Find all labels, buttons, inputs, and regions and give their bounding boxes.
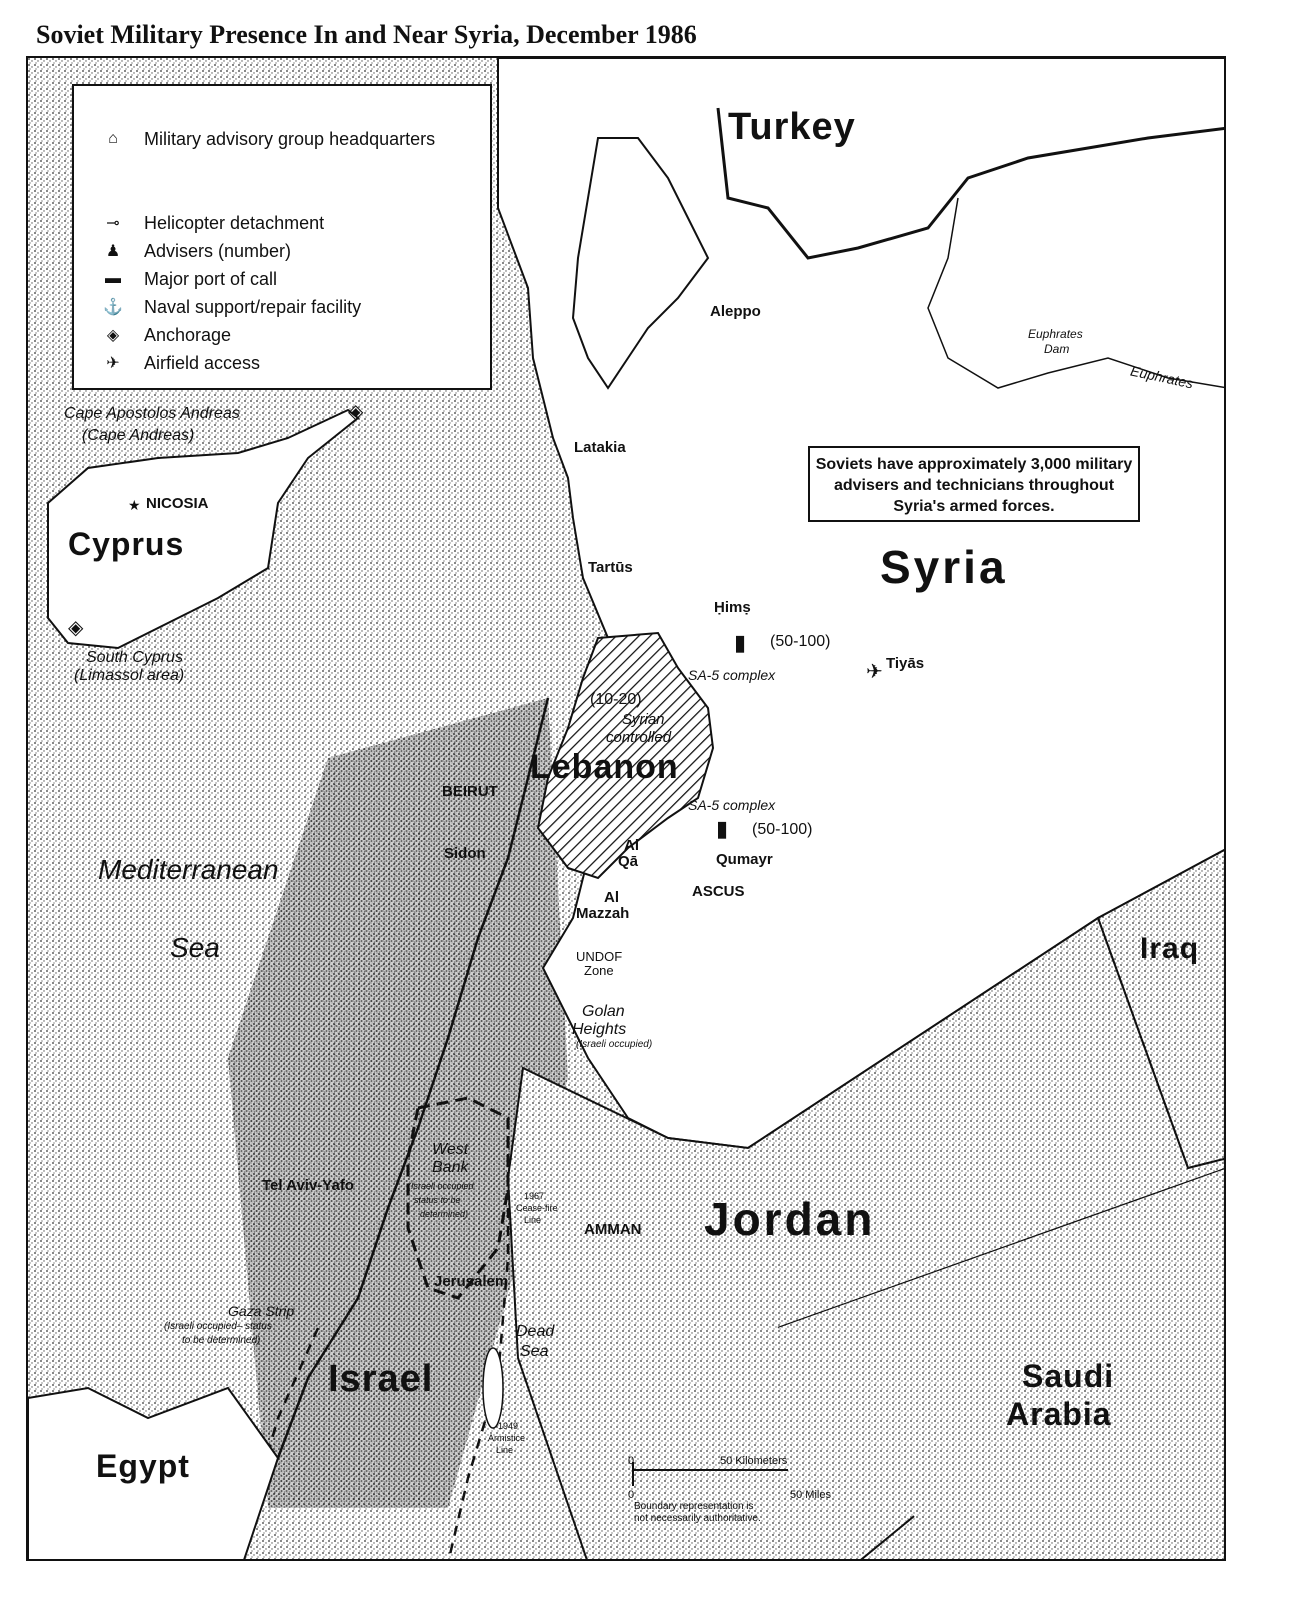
label-west-bank-5: determined) [420,1209,469,1219]
label-lebanon: Lebanon [530,748,679,786]
label-egypt: Egypt [96,1448,190,1484]
scale-zero-mi: 0 [628,1489,635,1501]
adviser-figure-icon: ▮ [734,630,747,655]
map-title: Soviet Military Presence In and Near Syria, December 1986 [36,20,697,49]
label-ceasefire-1: 1967 [524,1191,545,1201]
anchor-diamond-icon: ◈ [106,327,120,344]
ship-icon: ▬ [105,270,121,287]
label-al-mazzah-1: Al [604,889,619,906]
label-jerusalem: Jerusalem [434,1273,509,1290]
label-sidon: Sidon [444,845,486,862]
legend-row [82,210,324,236]
label-undof-1: UNDOF [576,949,623,964]
legend-row [82,322,231,348]
label-golan-1: Golan [582,1003,625,1020]
label-gaza-2: (Israeli occupied– status [164,1321,272,1332]
label-damascus: ASCUS [692,883,745,900]
adviser-figure-icon: ▮ [716,816,729,841]
label-bank: Bank [432,1159,469,1176]
label-latakia: Latakia [574,439,626,456]
label-dead-sea: Sea [520,1343,549,1360]
legend-row [82,294,361,320]
label-armistice-3: Line [496,1445,514,1455]
label-ceasefire-3: Line [524,1215,542,1225]
label-jordan: Jordan [704,1193,876,1245]
label-golan-3: (Israeli occupied) [576,1039,653,1050]
disclaimer-2: not necessarily authoritative. [634,1513,761,1524]
label-west: West [432,1141,469,1158]
anchor-diamond-icon: ◈ [348,401,364,423]
hq-building-icon: ⌂ [108,130,118,147]
label-armistice-1: 1949 [498,1421,519,1431]
airplane-icon: ✈ [866,661,883,683]
label-al-qa-1: Al [624,837,639,854]
label-beirut: BEIRUT [442,783,498,800]
label-cape-2: (Cape Andreas) [82,427,195,444]
label-nicosia: NICOSIA [146,495,209,512]
label-west-bank-4: status to be [414,1195,461,1205]
scale-mi-label: 50 Miles [790,1489,831,1501]
label-iraq: Iraq [1140,932,1200,965]
capital-star-icon: ★ [128,497,141,513]
label-armistice-2: Armistice [488,1433,526,1443]
label-ceasefire-2: Cease-fire [516,1203,558,1213]
airplane-icon: ✈ [106,355,120,372]
label-south-cyprus-2: (Limassol area) [74,667,185,684]
label-advisers-lebanon: (10-20) [590,691,642,708]
legend-label: Advisers (number) [144,240,292,261]
soviet-advisers-note: Soviets have approximately 3,000 military advisers and technicians throughout Syria's armed forces. [808,446,1140,522]
legend-label: Helicopter detachment [144,212,325,233]
label-advisers-south: (50-100) [752,821,813,838]
label-golan-2: Heights [572,1021,627,1038]
scale-zero-km: 0 [628,1455,635,1467]
label-arabia: Arabia [1006,1396,1112,1432]
helicopter-icon: ⊸ [106,215,120,232]
legend-row [82,238,291,264]
label-undof-2: Zone [584,963,614,978]
disclaimer-1: Boundary representation is [634,1501,754,1512]
label-tel-aviv: Tel Aviv-Yafo [262,1177,354,1194]
label-sa5-north: SA-5 complex [688,667,776,683]
label-al-mazzah-2: Mazzah [576,905,630,922]
legend-label: Military advisory group headquarters [144,128,436,149]
label-euphrates: Euphrates [1129,362,1195,392]
label-advisers-north: (50-100) [770,633,831,650]
naval-repair-icon: ⚓ [103,299,123,316]
label-cyprus: Cyprus [68,526,185,562]
label-israel: Israel [328,1358,434,1400]
label-syrian: Syrian [622,711,665,728]
label-qumayr: Qumayr [716,851,773,868]
label-hims: Ḥimṣ [714,599,751,616]
label-amman: AMMAN [584,1221,642,1238]
label-tartus: Tartūs [588,559,633,576]
label-euphrates-dam-2: Dam [1044,342,1070,356]
scale-km-label: 50 Kilometers [720,1455,788,1467]
label-gaza-1: Gaza Strip [228,1303,295,1319]
dead-sea-shape [483,1348,503,1428]
label-mediterranean: Mediterranean [98,854,279,885]
anchor-diamond-icon: ◈ [68,617,84,639]
label-cape-1: Cape Apostolos Andreas [64,405,240,422]
legend-label: Anchorage [144,324,232,345]
label-south-cyprus-1: South Cyprus [86,649,183,666]
label-controlled: controlled [606,729,672,746]
label-al-qa-2: Qā [618,853,639,870]
label-tiyas: Tiyās [886,655,925,672]
label-euphrates-dam-1: Euphrates [1028,327,1083,341]
label-aleppo: Aleppo [710,303,761,320]
legend-label: Airfield access [144,352,261,373]
label-west-bank-3: (Israeli occupied [408,1181,474,1191]
label-saudi: Saudi [1022,1358,1115,1394]
legend-row [82,266,277,292]
legend-row [82,350,260,376]
legend-row [82,126,435,152]
label-sea: Sea [170,932,220,963]
label-dead: Dead [516,1323,555,1340]
adviser-figure-icon: ♟ [105,243,121,260]
legend-label: Naval support/repair facility [144,296,362,317]
legend-label: Major port of call [144,268,278,289]
label-syria: Syria [880,541,1008,593]
legend-box [72,84,492,390]
label-sa5-south: SA-5 complex [688,797,776,813]
label-turkey: Turkey [728,106,856,148]
label-gaza-3: to be determined) [182,1335,261,1346]
